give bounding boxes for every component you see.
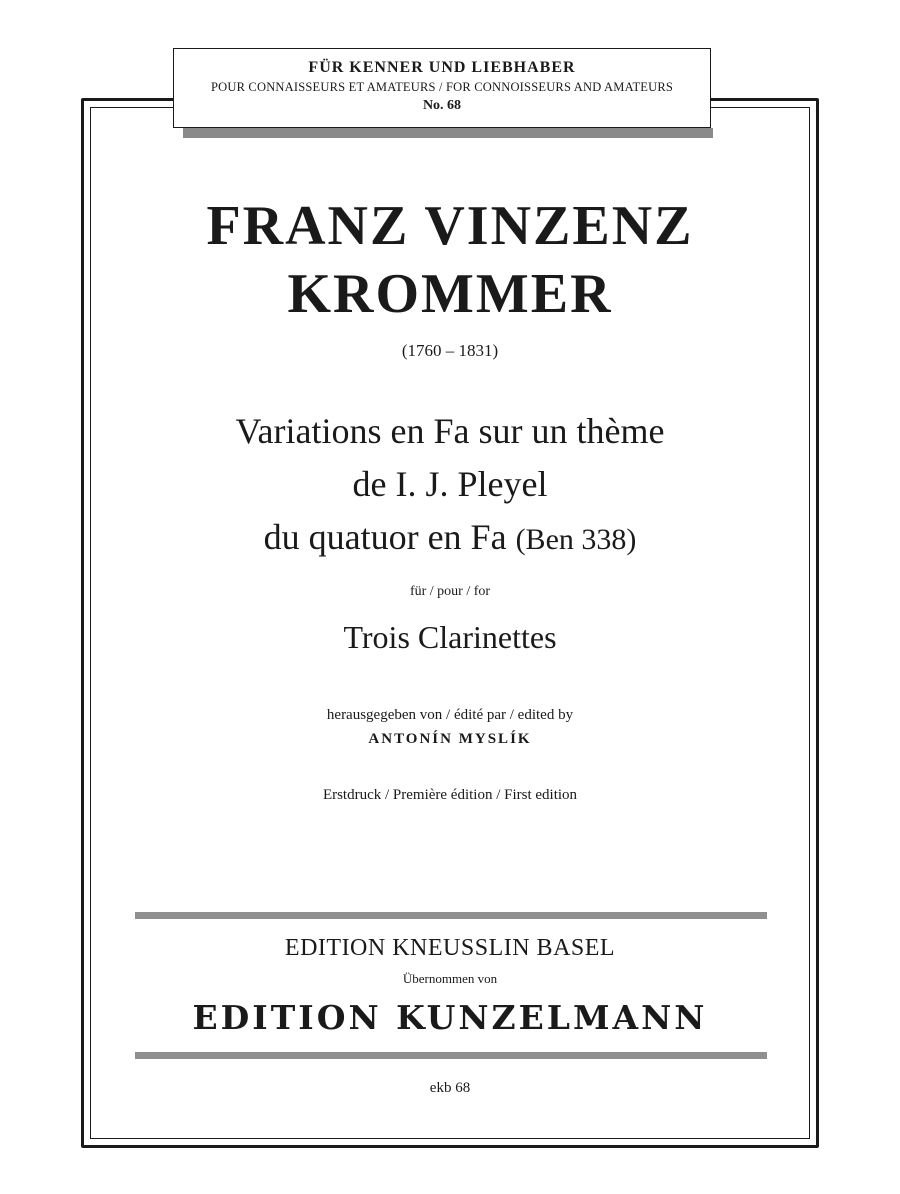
title-line-1: Variations en Fa sur un thème [235, 411, 665, 451]
editor-name: ANTONÍN MYSLÍK [368, 731, 532, 747]
series-box-shadow [183, 128, 713, 138]
series-title: FÜR KENNER UND LIEBHABER [308, 59, 576, 76]
series-number: No. 68 [422, 98, 462, 113]
composer-first-names: FRANZ VINZENZ [206, 195, 694, 257]
divider-top [135, 912, 767, 919]
taken-over-label: Übernommen von [402, 971, 498, 986]
for-label: für / pour / for [409, 584, 491, 599]
catalog-number: ekb 68 [429, 1080, 471, 1096]
divider-bottom [135, 1052, 767, 1059]
series-subtitle: POUR CONNAISSEURS ET AMATEURS / FOR CONNOISSEURS AND AMATEURS [210, 80, 674, 94]
edited-by-label: herausgegeben von / édité par / edited by [326, 707, 574, 723]
title-line-3 [0, 511, 900, 566]
catalog-reference: (Ben 338) [515, 523, 637, 556]
work-title [0, 405, 900, 566]
successor-publisher-logo: EDITION KUNZELMANN [192, 998, 708, 1037]
instrumentation: Trois Clarinettes [343, 619, 557, 655]
publisher-name: EDITION KNEUSSLIN BASEL [284, 935, 616, 961]
composer-name [0, 192, 900, 328]
series-box [173, 48, 711, 128]
title-line-2: de I. J. Pleyel [352, 464, 548, 504]
composer-dates: (1760 – 1831) [401, 341, 499, 360]
composer-surname: KROMMER [287, 263, 613, 325]
title-line-3-main: du quatuor en Fa [263, 517, 507, 557]
first-edition-note: Erstdruck / Première édition / First edition [322, 787, 578, 803]
